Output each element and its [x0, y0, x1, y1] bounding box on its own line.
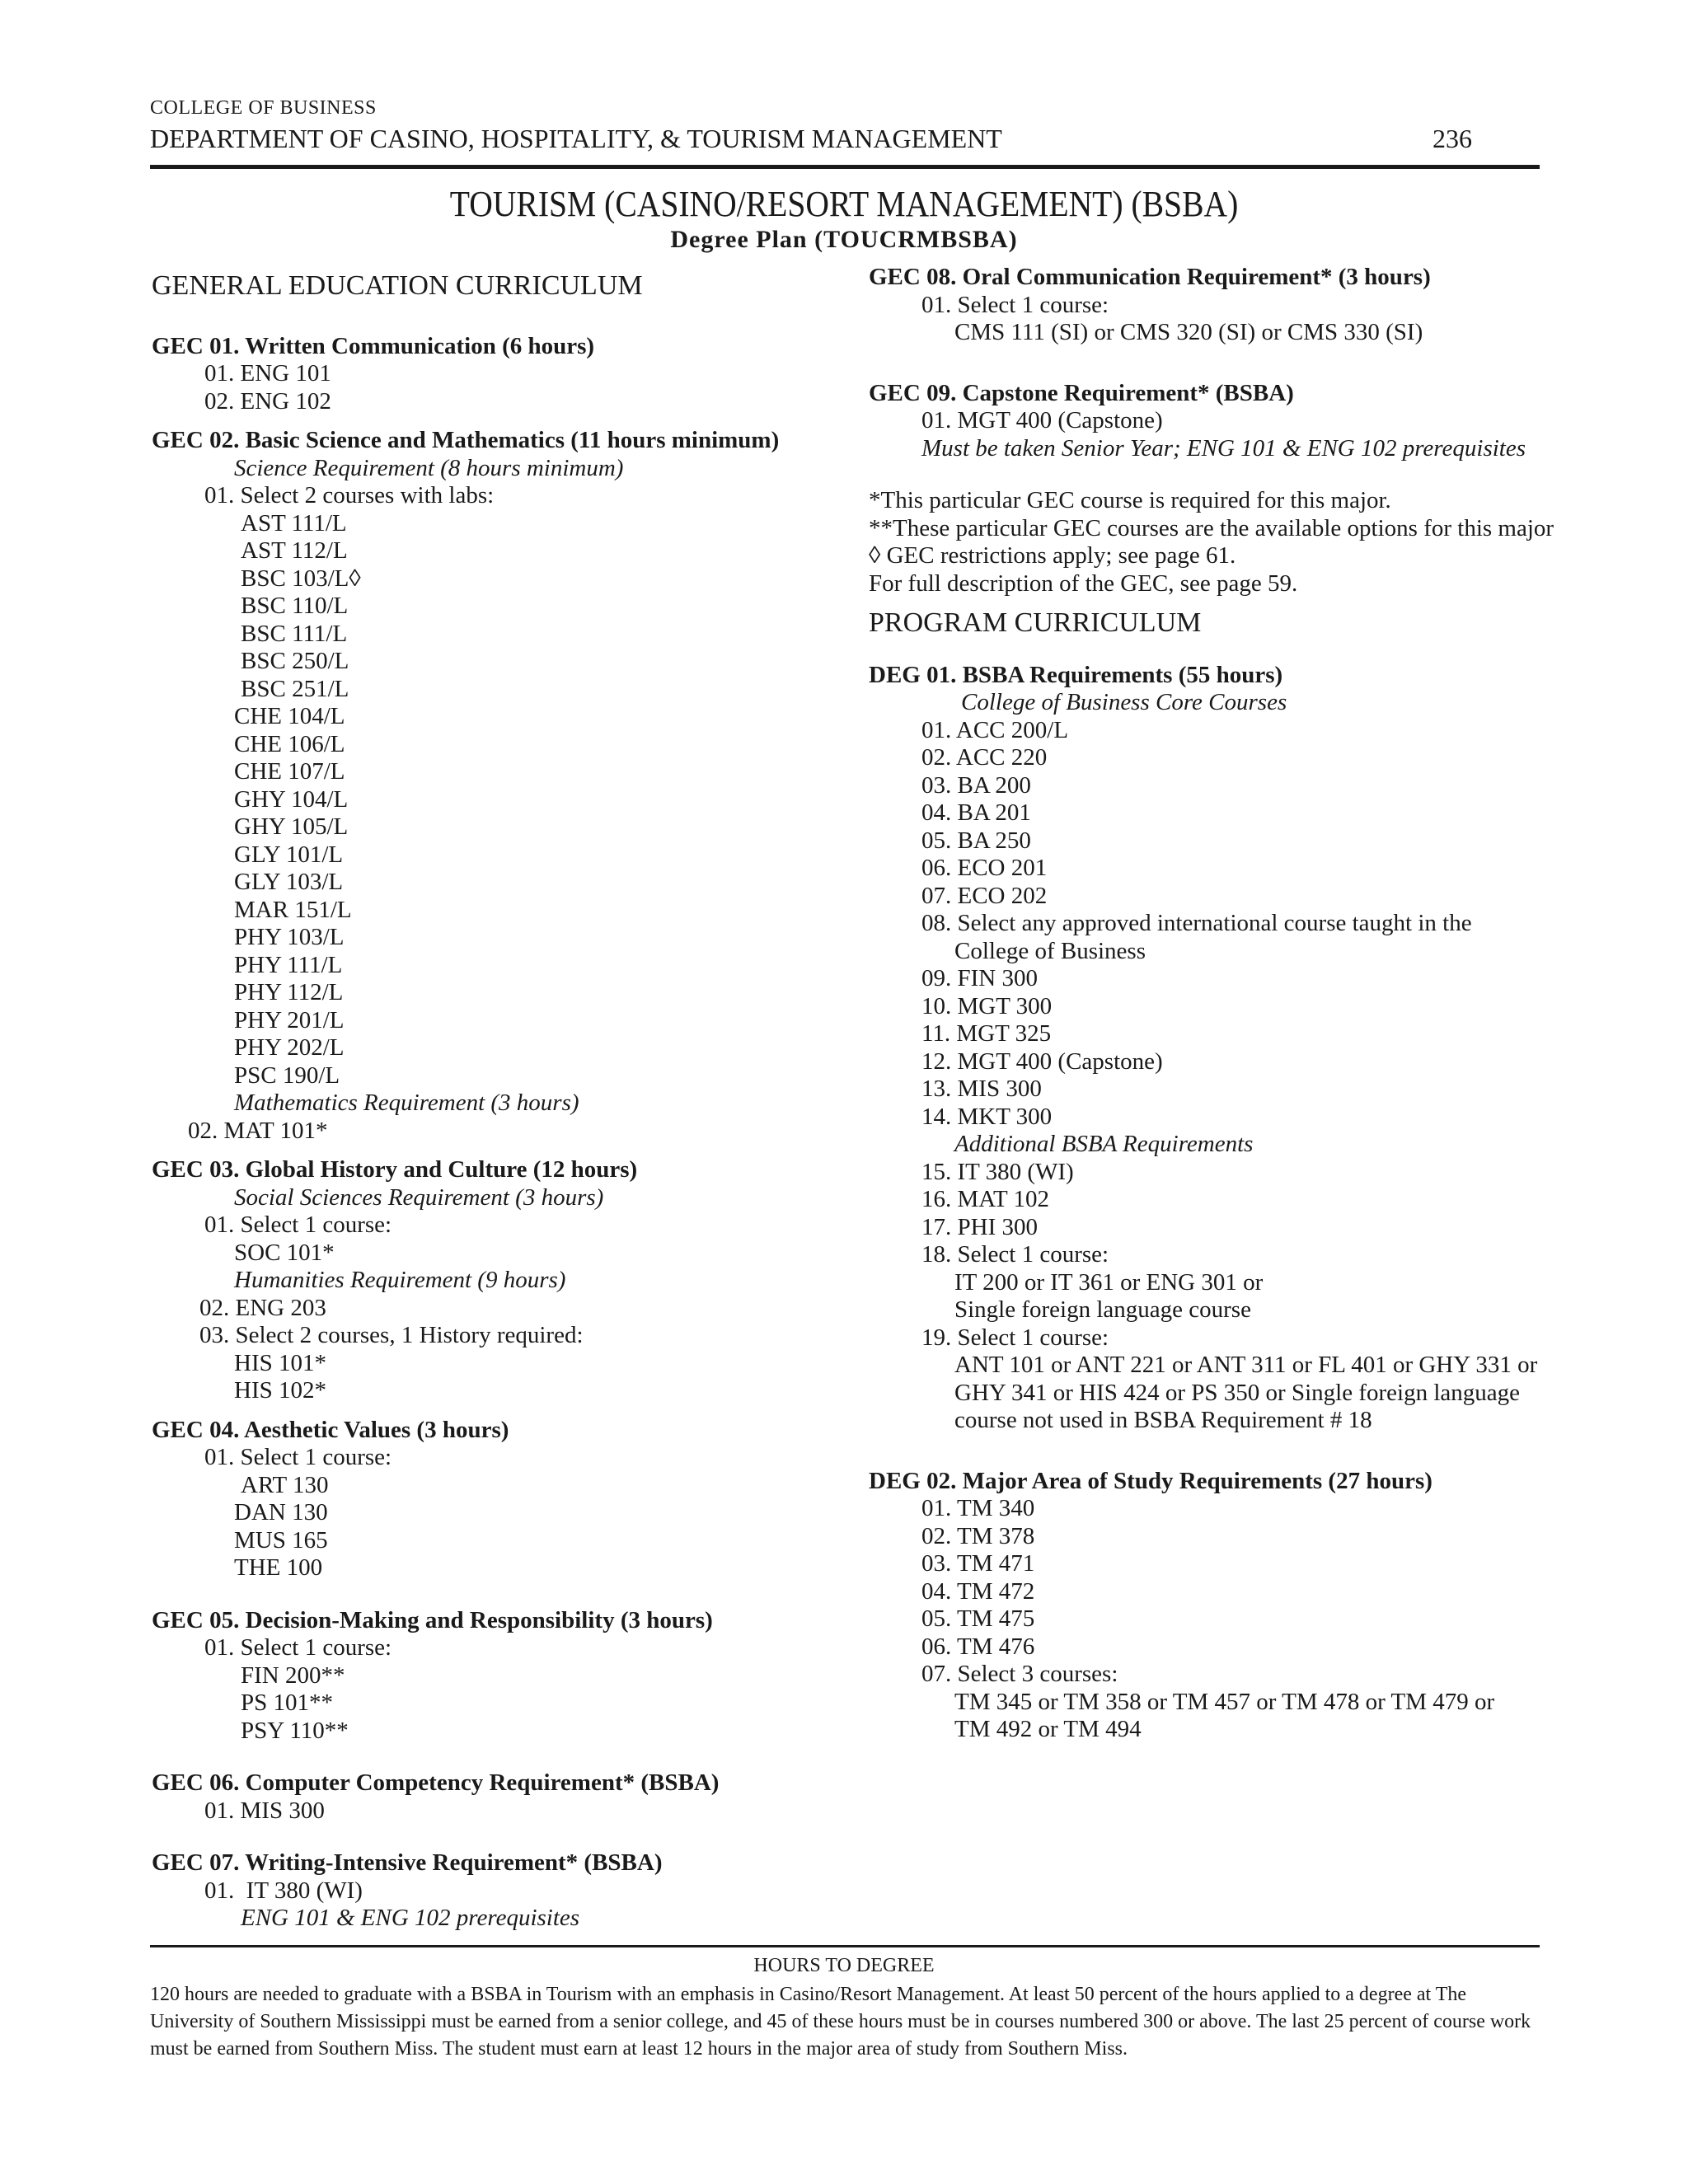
course-item: AST 111/L — [241, 509, 347, 537]
list-item: 04. TM 472 — [921, 1577, 1035, 1605]
course-options: Single foreign language course — [954, 1296, 1251, 1323]
list-item: 01. ENG 101 — [204, 360, 331, 387]
footer-rule — [150, 1945, 1540, 1947]
course-item: CHE 104/L — [234, 703, 345, 729]
course-item: GLY 103/L — [234, 869, 344, 895]
course-item: BSC 103/L◊ — [241, 565, 361, 592]
deg02-heading: DEG 02. Major Area of Study Requirements (27 hours) — [869, 1467, 1432, 1494]
header-rule — [150, 165, 1540, 169]
course-item: HIS 101* — [234, 1349, 326, 1376]
course-item: FIN 200** — [241, 1661, 345, 1689]
course-options: TM 492 or TM 494 — [954, 1716, 1142, 1742]
gec02-heading: GEC 02. Basic Science and Mathematics (11 hours minimum) — [152, 427, 780, 453]
list-item: 03. Select 2 courses, 1 History required: — [199, 1322, 584, 1348]
gec07-note: ENG 101 & ENG 102 prerequisites — [241, 1905, 580, 1931]
hours-to-degree-text: 120 hours are needed to graduate with a BSBA in Tourism with an emphasis in Casino/Resort Management. At least 50 percent of the hours applied to a degree at The University of Southern Mississippi must be earned from a senior college, and 45 of these hours must be in courses numbered 300 or above. The last 25 percent of course work must be earned from Southern Miss. The student must earn at least 12 hours in the major area of study from Southern Miss. — [150, 1984, 1531, 2060]
humanities-label: Humanities Requirement (9 hours) — [234, 1267, 566, 1293]
list-item: 01. ACC 200/L — [921, 716, 1069, 743]
course-item: PSY 110** — [241, 1717, 349, 1744]
additional-requirements-label: Additional BSBA Requirements — [954, 1131, 1254, 1157]
page-number: 236 — [1432, 124, 1472, 153]
course-item: PHY 201/L — [234, 1006, 345, 1033]
course-item: MUS 165 — [234, 1526, 328, 1554]
course-item: BSC 110/L — [241, 593, 349, 619]
course-item: PSC 190/L — [234, 1062, 340, 1089]
course-item: MAR 151/L — [234, 896, 352, 923]
course-options: IT 200 or IT 361 or ENG 301 or — [954, 1268, 1264, 1296]
list-item: 07. Select 3 courses: — [921, 1661, 1118, 1687]
list-item: 03. BA 200 — [921, 771, 1031, 799]
course-item: THE 100 — [234, 1554, 323, 1581]
course-item: CHE 107/L — [234, 758, 345, 785]
course-item: BSC 251/L — [241, 675, 349, 702]
list-item: 01. IT 380 (WI) — [204, 1877, 363, 1904]
course-item: PS 101** — [241, 1690, 334, 1716]
gec08-heading: GEC 08. Oral Communication Requirement* (3 hours) — [869, 264, 1431, 290]
list-item: 07. ECO 202 — [921, 882, 1048, 909]
list-item: 18. Select 1 course: — [921, 1241, 1109, 1268]
list-item: 06. TM 476 — [921, 1633, 1035, 1660]
list-item: 09. FIN 300 — [921, 965, 1038, 991]
course-options: course not used in BSBA Requirement # 18 — [954, 1407, 1372, 1433]
course-item: DAN 130 — [234, 1499, 328, 1526]
social-sciences-label: Social Sciences Requirement (3 hours) — [234, 1183, 604, 1211]
footnote: *This particular GEC course is required for this major. — [869, 487, 1391, 513]
gec07-heading: GEC 07. Writing-Intensive Requirement* (BSBA) — [152, 1849, 663, 1876]
list-item: 15. IT 380 (WI) — [921, 1158, 1074, 1185]
course-options: GHY 341 or HIS 424 or PS 350 or Single foreign language — [954, 1379, 1520, 1406]
list-item: 16. MAT 102 — [921, 1186, 1049, 1212]
list-item: 02. ACC 220 — [921, 744, 1048, 771]
list-item: 02. ENG 203 — [199, 1294, 326, 1321]
program-curriculum-title: PROGRAM CURRICULUM — [869, 607, 1202, 638]
math-requirement-label: Mathematics Requirement (3 hours) — [234, 1090, 579, 1116]
list-item: 02. ENG 102 — [204, 387, 331, 415]
list-item: 01. Select 2 courses with labs: — [204, 482, 495, 509]
list-item: 01. Select 1 course: — [204, 1634, 392, 1661]
list-item: 01. MIS 300 — [204, 1797, 325, 1824]
list-item: 05. TM 475 — [921, 1605, 1035, 1632]
list-item: 01. Select 1 course: — [204, 1444, 392, 1470]
course-options: TM 345 or TM 358 or TM 457 or TM 478 or TM 479 or — [954, 1688, 1495, 1715]
list-item: 06. ECO 201 — [921, 855, 1048, 881]
list-item: 01. Select 1 course: — [204, 1212, 392, 1238]
course-item: HIS 102* — [234, 1377, 326, 1404]
list-item: 14. MKT 300 — [921, 1103, 1053, 1130]
footnote: For full description of the GEC, see page 59. — [869, 569, 1298, 597]
course-item: GHY 105/L — [234, 813, 349, 840]
gec09-heading: GEC 09. Capstone Requirement* (BSBA) — [869, 379, 1294, 406]
college-name: COLLEGE OF BUSINESS — [150, 97, 377, 119]
list-item: 05. BA 250 — [921, 827, 1031, 854]
course-item: PHY 103/L — [234, 924, 345, 950]
list-item: 01. TM 340 — [921, 1495, 1035, 1521]
course-options: ANT 101 or ANT 221 or ANT 311 or FL 401 or GHY 331 or — [954, 1352, 1538, 1378]
list-item: 17. PHI 300 — [921, 1213, 1038, 1240]
page-subtitle: Degree Plan (TOUCRMBSBA) — [670, 226, 1018, 253]
deg01-heading: DEG 01. BSBA Requirements (55 hours) — [869, 661, 1283, 688]
list-item: 04. BA 201 — [921, 799, 1031, 826]
hours-to-degree-title: HOURS TO DEGREE — [753, 1955, 935, 1976]
footnote: ◊ GEC restrictions apply; see page 61. — [869, 542, 1236, 569]
footnote: **These particular GEC courses are the available options for this major — [869, 514, 1554, 541]
gec04-heading: GEC 04. Aesthetic Values (3 hours) — [152, 1416, 509, 1443]
list-item: 11. MGT 325 — [921, 1020, 1052, 1047]
gec09-note: Must be taken Senior Year; ENG 101 & ENG 102 prerequisites — [921, 434, 1526, 462]
course-item: AST 112/L — [241, 537, 348, 564]
gec01-heading: GEC 01. Written Communication (6 hours) — [152, 332, 595, 359]
list-item: 13. MIS 300 — [921, 1076, 1042, 1102]
course-item: ART 130 — [241, 1471, 329, 1498]
gec03-heading: GEC 03. Global History and Culture (12 hours) — [152, 1156, 638, 1183]
course-item: PHY 111/L — [234, 951, 343, 978]
course-item: BSC 250/L — [241, 648, 349, 674]
list-item: 02. MAT 101* — [188, 1117, 328, 1144]
list-item: 02. TM 378 — [921, 1522, 1035, 1549]
department-name: DEPARTMENT OF CASINO, HOSPITALITY, & TOURISM MANAGEMENT — [150, 124, 1002, 153]
list-item: 01. Select 1 course: — [921, 291, 1109, 318]
course-item: BSC 111/L — [241, 620, 348, 647]
course-item: PHY 202/L — [234, 1034, 345, 1061]
course-item: GLY 101/L — [234, 841, 344, 868]
course-item: PHY 112/L — [234, 979, 344, 1005]
course-item: GHY 104/L — [234, 785, 349, 813]
list-item: 01. MGT 400 (Capstone) — [921, 407, 1163, 434]
right-column — [869, 264, 1553, 1744]
course-options: CMS 111 (SI) or CMS 320 (SI) or CMS 330 (SI) — [954, 319, 1423, 345]
left-column — [152, 272, 828, 1933]
page-title: TOURISM (CASINO/RESORT MANAGEMENT) (BSBA) — [449, 184, 1239, 224]
list-item: 19. Select 1 course: — [921, 1324, 1109, 1351]
science-requirement-label: Science Requirement (8 hours minimum) — [234, 454, 624, 481]
list-item: 08. Select any approved international course taught in the — [921, 910, 1472, 936]
core-courses-label: College of Business Core Courses — [961, 689, 1287, 715]
gec06-heading: GEC 06. Computer Competency Requirement* (BSBA) — [152, 1769, 720, 1796]
gen-ed-title: GENERAL EDUCATION CURRICULUM — [152, 270, 643, 301]
gec05-heading: GEC 05. Decision-Making and Responsibility (3 hours) — [152, 1606, 713, 1633]
course-item: CHE 106/L — [234, 730, 345, 757]
course-item: SOC 101* — [234, 1239, 335, 1266]
list-item: 12. MGT 400 (Capstone) — [921, 1047, 1163, 1075]
list-item: 03. TM 471 — [921, 1550, 1035, 1577]
list-item-continuation: College of Business — [954, 937, 1146, 964]
list-item: 10. MGT 300 — [921, 992, 1053, 1019]
